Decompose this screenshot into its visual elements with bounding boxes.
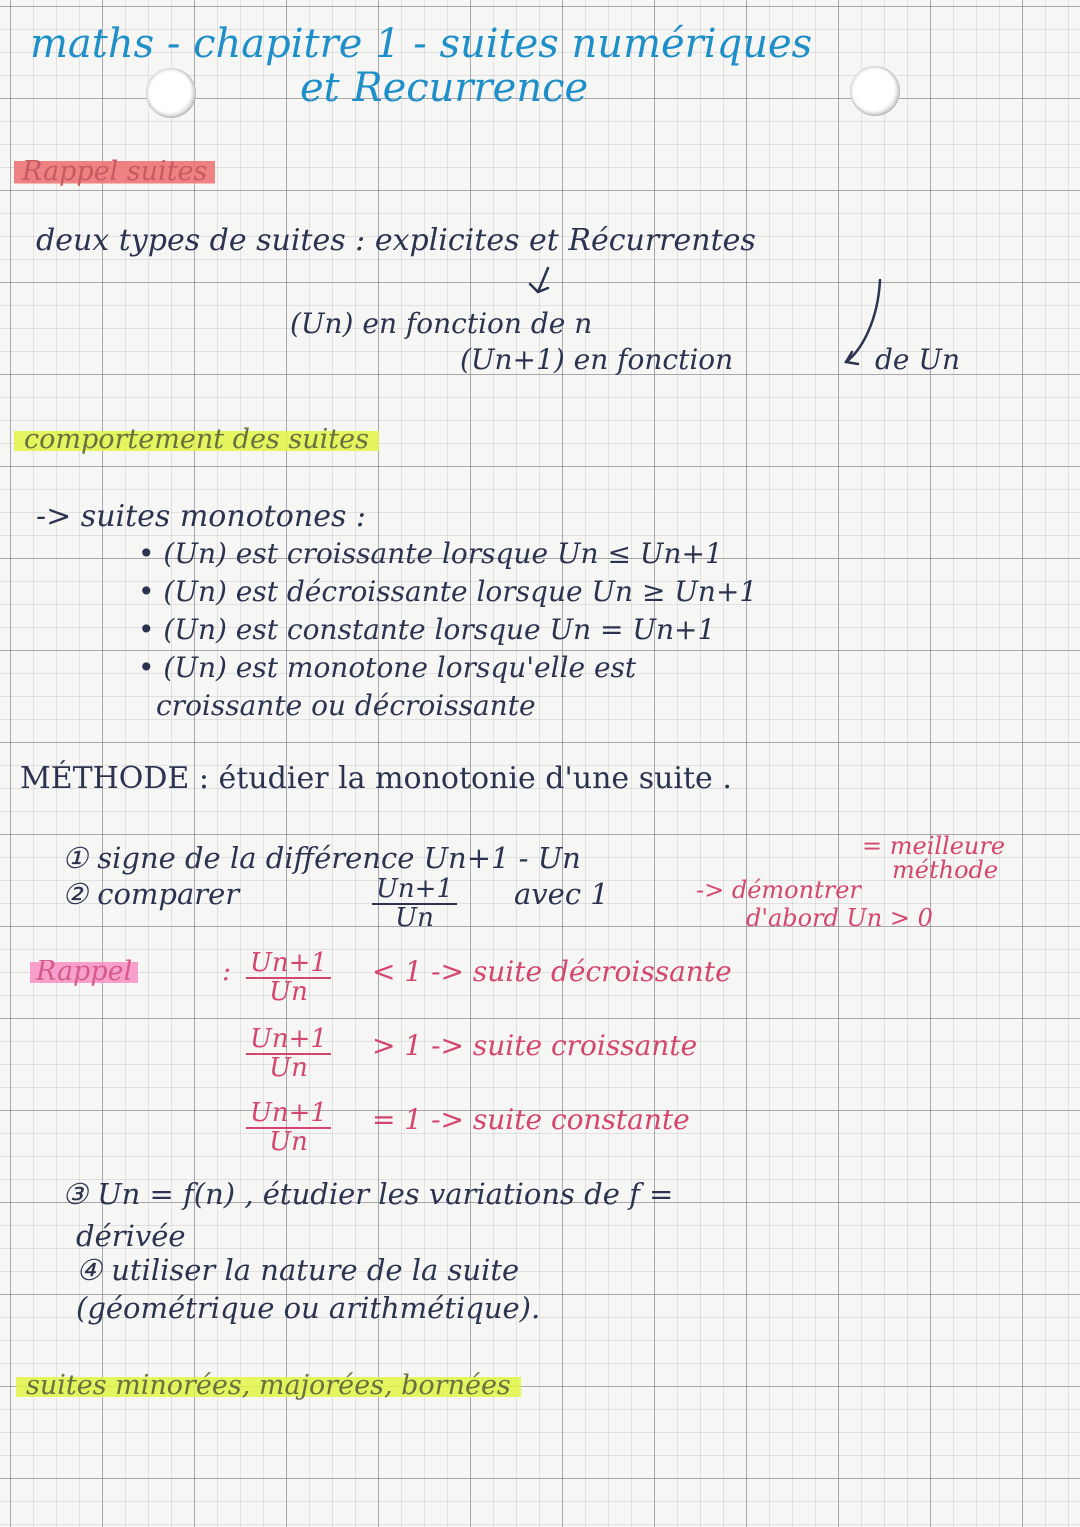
rule-3-relation: = 1 -> suite constante (372, 1103, 690, 1136)
page-title-line1: maths - chapitre 1 - suites numériques (30, 21, 813, 67)
method-step-4: ④ utiliser la nature de la suite (76, 1253, 520, 1287)
method-step-1: ① signe de la différence Un+1 - Un (62, 841, 581, 875)
method-step-1-note-a: = meilleure (862, 832, 1006, 860)
method-step-2-prefix: ② comparer (62, 877, 240, 911)
bullet-decroissante: • (Un) est décroissante lorsque Un ≥ Un+1 (138, 575, 758, 608)
rule-3-fraction (246, 1100, 331, 1157)
bullet-constante: • (Un) est constante lorsque Un = Un+1 (138, 613, 716, 646)
arrow-to-recurrent (846, 280, 880, 364)
rule-3-numerator: Un+1 (246, 1100, 331, 1129)
bullet-monotone-cont: croissante ou décroissante (156, 689, 536, 722)
heading-comportement: comportement des suites (14, 426, 379, 453)
method-step-2-fraction (372, 876, 457, 933)
rule-1-numerator: Un+1 (246, 950, 331, 979)
explicit-definition: (Un) en fonction de n (290, 307, 593, 340)
method-step-2-suffix: avec 1 (514, 877, 609, 911)
types-of-sequences-line: deux types de suites : explicites et Récurrentes (36, 223, 756, 258)
heading-minorees-majorees: suites minorées, majorées, bornées (16, 1372, 521, 1399)
bullet-monotone: • (Un) est monotone lorsqu'elle est (138, 651, 637, 684)
method-step-4-cont: (géométrique ou arithmétique). (76, 1291, 541, 1325)
method-step-3-cont: dérivée (76, 1219, 186, 1253)
fraction-denominator: Un (395, 903, 434, 934)
method-step-2-note-b: d'abord Un > 0 (746, 904, 933, 932)
method-heading: MÉTHODE : étudier la monotonie d'une suite . (20, 761, 732, 796)
rule-2-numerator: Un+1 (246, 1026, 331, 1055)
rule-3-denominator: Un (269, 1127, 308, 1158)
rappel-colon: : (222, 956, 232, 987)
rule-2-relation: > 1 -> suite croissante (372, 1029, 698, 1062)
page-title-line2: et Recurrence (300, 65, 589, 111)
rule-2-denominator: Un (269, 1053, 308, 1084)
rule-1-denominator: Un (269, 977, 308, 1008)
recurrent-definition: (Un+1) en fonction (460, 343, 734, 376)
arrow-to-explicit (530, 268, 548, 292)
rule-2-fraction (246, 1026, 331, 1083)
rappel-label: Rappel (30, 958, 138, 985)
heading-rappel-suites: Rappel suites (14, 158, 215, 185)
bullet-croissante: • (Un) est croissante lorsque Un ≤ Un+1 (138, 537, 723, 570)
rule-1-fraction (246, 950, 331, 1007)
monotone-sequences-title: -> suites monotones : (36, 499, 366, 534)
recurrent-definition-end: de Un (875, 343, 961, 376)
method-step-1-note-b: méthode (892, 856, 999, 884)
fraction-numerator: Un+1 (372, 876, 457, 905)
method-step-2-note-a: -> démontrer (696, 876, 861, 904)
method-step-3: ③ Un = f(n) , étudier les variations de f = (62, 1177, 674, 1211)
rule-1-relation: < 1 -> suite décroissante (372, 955, 732, 988)
